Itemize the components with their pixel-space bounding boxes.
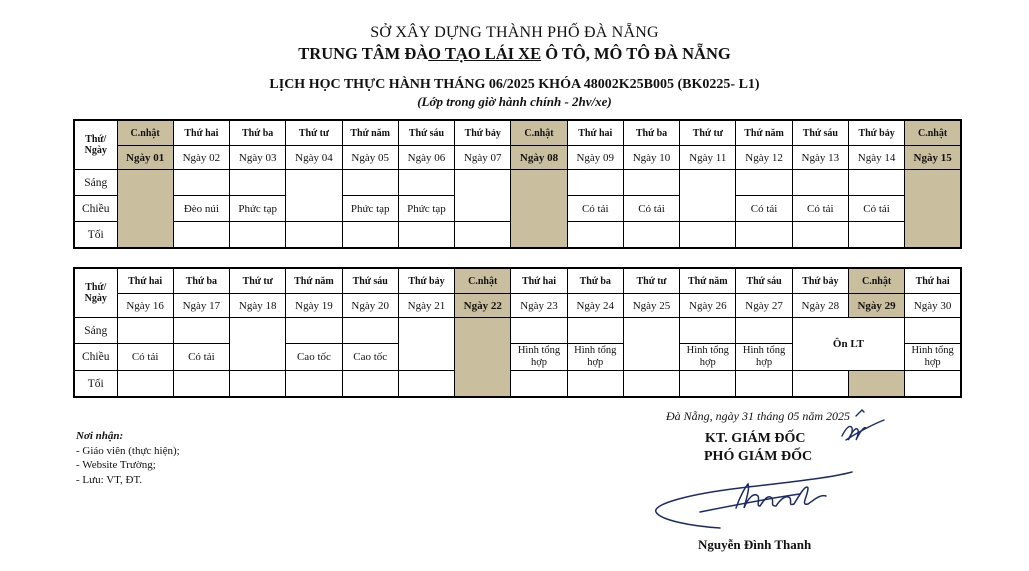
date-cell: Ngày 04	[286, 146, 342, 170]
day-cell: Thứ hai	[511, 268, 567, 294]
slot-label-morning: Sáng	[74, 170, 117, 196]
date-cell: Ngày 17	[173, 294, 229, 318]
slot-label-evening: Tối	[74, 371, 117, 398]
day-cell: Thứ tư	[623, 268, 679, 294]
date-cell: Ngày 15	[905, 146, 961, 170]
date-cell: Ngày 21	[398, 294, 454, 318]
schedule-subtitle: (Lớp trong giờ hành chính - 2hv/xe)	[417, 94, 612, 109]
day-cell: Thứ sáu	[736, 268, 792, 294]
date-cell: Ngày 13	[792, 146, 848, 170]
date-cell: Ngày 20	[342, 294, 398, 318]
day-cell: Thứ hai	[173, 120, 229, 146]
date-cell: Ngày 24	[567, 294, 623, 318]
day-cell: Thứ ba	[173, 268, 229, 294]
date-cell: Ngày 11	[680, 146, 736, 170]
date-cell: Ngày 02	[173, 146, 229, 170]
day-cell: Thứ ba	[567, 268, 623, 294]
slot-label-afternoon: Chiều	[74, 344, 117, 371]
date-cell: Ngày 23	[511, 294, 567, 318]
date-cell: Ngày 19	[286, 294, 342, 318]
date-cell: Ngày 16	[117, 294, 173, 318]
date-cell: Ngày 30	[905, 294, 961, 318]
day-cell: Thứ tư	[230, 268, 286, 294]
schedule-cell: Có tải	[623, 196, 679, 222]
center-name-part1: TRUNG TÂM ĐÀ	[298, 44, 429, 63]
day-cell: Thứ năm	[736, 120, 792, 146]
center-name-part3: Ô TÔ, MÔ TÔ ĐÀ NẴNG	[541, 44, 731, 63]
day-cell: Thứ tư	[286, 120, 342, 146]
day-cell: C.nhật	[848, 268, 904, 294]
day-cell: C.nhật	[117, 120, 173, 146]
signer-role-secondary: PHÓ GIÁM ĐỐC	[704, 449, 813, 464]
day-cell: Thứ năm	[680, 268, 736, 294]
day-cell: Thứ năm	[342, 120, 398, 146]
slot-label-evening: Tối	[74, 222, 117, 249]
schedule-cell: Cao tốc	[342, 344, 398, 371]
day-cell: C.nhật	[455, 268, 511, 294]
day-cell: Thứ bảy	[398, 268, 454, 294]
date-cell: Ngày 18	[230, 294, 286, 318]
day-cell: C.nhật	[905, 120, 961, 146]
corner-cell: Thứ/ Ngày	[74, 268, 117, 318]
day-cell: Thứ tư	[680, 120, 736, 146]
slot-label-morning: Sáng	[74, 318, 117, 344]
day-cell: Thứ bảy	[848, 120, 904, 146]
recipient-item: - Giáo viên (thực hiện);	[76, 445, 180, 457]
date-cell: Ngày 14	[848, 146, 904, 170]
schedule-cell: Hình tổng hợp	[567, 344, 623, 371]
day-cell: Thứ ba	[230, 120, 286, 146]
schedule-cell: Có tải	[848, 196, 904, 222]
schedule-cell: Cao tốc	[286, 344, 342, 371]
schedule-cell: Phức tạp	[398, 196, 454, 222]
signer-role-primary: KT. GIÁM ĐỐC	[705, 431, 806, 446]
schedule-cell: Có tải	[567, 196, 623, 222]
date-cell: Ngày 03	[230, 146, 286, 170]
department-name: SỞ XÂY DỰNG THÀNH PHỐ ĐÀ NẴNG	[370, 24, 659, 41]
schedule-cell: Phức tạp	[342, 196, 398, 222]
day-cell: C.nhật	[511, 120, 567, 146]
date-cell: Ngày 26	[680, 294, 736, 318]
schedule-title: LỊCH HỌC THỰC HÀNH THÁNG 06/2025 KHÓA 48002K25B005 (BK0225- L1)	[269, 77, 760, 92]
recipients-heading: Nơi nhận:	[76, 430, 124, 442]
day-cell: Thứ ba	[623, 120, 679, 146]
schedule-cell: Có tải	[792, 196, 848, 222]
schedule-cell: Hình tổng hợp	[680, 344, 736, 371]
date-cell: Ngày 01	[117, 146, 173, 170]
handwritten-signature	[656, 472, 852, 528]
date-cell: Ngày 06	[398, 146, 454, 170]
slot-label-afternoon: Chiều	[74, 196, 117, 222]
date-cell: Ngày 07	[455, 146, 511, 170]
corner-cell: Thứ/ Ngày	[74, 120, 117, 170]
center-name-part2: O TẠO LÁI XE	[428, 44, 542, 63]
initials-mark	[842, 410, 884, 440]
day-cell: Thứ hai	[117, 268, 173, 294]
schedule-cell: Hình tổng hợp	[736, 344, 792, 371]
day-cell: Thứ sáu	[792, 120, 848, 146]
date-cell: Ngày 08	[511, 146, 567, 170]
schedule-cell: Có tải	[736, 196, 792, 222]
review-theory-cell: Ôn LT	[792, 318, 905, 371]
schedule-cell: Hình tổng hợp	[905, 344, 961, 371]
day-cell: Thứ sáu	[342, 268, 398, 294]
day-cell: Thứ bảy	[455, 120, 511, 146]
date-cell: Ngày 28	[792, 294, 848, 318]
day-cell: Thứ năm	[286, 268, 342, 294]
recipient-item: - Website Trường;	[76, 459, 156, 471]
day-cell: Thứ sáu	[398, 120, 454, 146]
date-cell: Ngày 25	[623, 294, 679, 318]
schedule-cell: Đèo núi	[173, 196, 229, 222]
schedule-cell: Có tải	[173, 344, 229, 371]
recipient-item: - Lưu: VT, ĐT.	[76, 474, 143, 486]
day-cell: Thứ bảy	[792, 268, 848, 294]
day-cell: Thứ hai	[567, 120, 623, 146]
schedule-cell: Có tải	[117, 344, 173, 371]
date-cell: Ngày 05	[342, 146, 398, 170]
schedule-cell: Hình tổng hợp	[511, 344, 567, 371]
date-cell: Ngày 09	[567, 146, 623, 170]
place-and-date: Đà Nẵng, ngày 31 tháng 05 năm 2025	[666, 409, 850, 423]
date-cell: Ngày 12	[736, 146, 792, 170]
date-cell: Ngày 22	[455, 294, 511, 318]
signer-name: Nguyễn Đình Thanh	[698, 537, 812, 552]
date-cell: Ngày 29	[848, 294, 904, 318]
date-cell: Ngày 27	[736, 294, 792, 318]
day-cell: Thứ hai	[905, 268, 961, 294]
date-cell: Ngày 10	[623, 146, 679, 170]
schedule-cell: Phức tạp	[230, 196, 286, 222]
